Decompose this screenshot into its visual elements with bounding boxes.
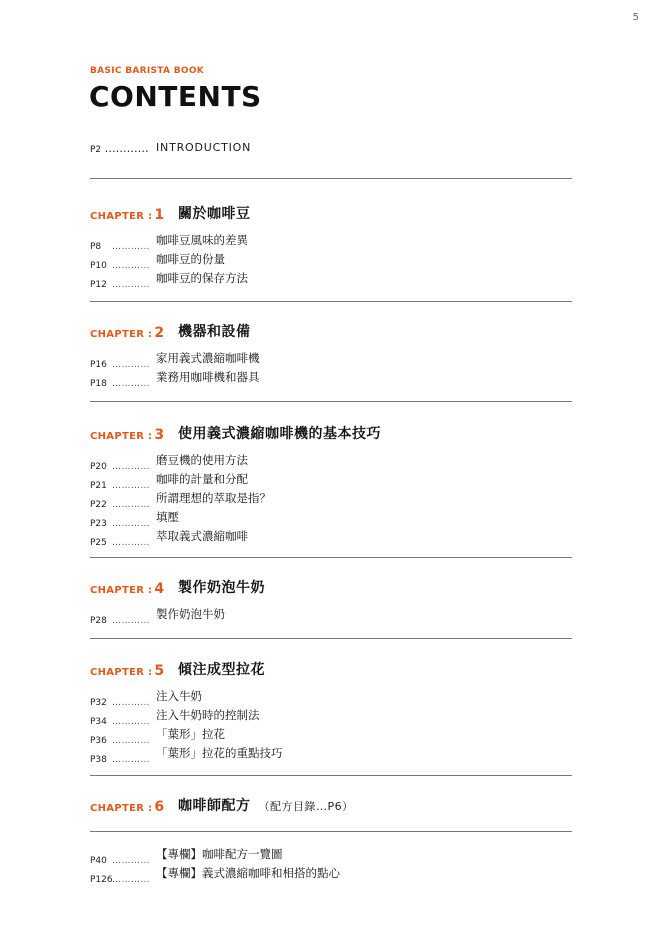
toc-entry[interactable]	[90, 727, 225, 747]
chapter-label: CHAPTER :	[90, 329, 153, 340]
entry-dots: …………	[112, 379, 150, 389]
entry-page: P21	[90, 481, 107, 491]
entry-page: P38	[90, 755, 107, 765]
toc-entry[interactable]	[90, 252, 225, 272]
entry-dots: …………	[112, 462, 150, 472]
chapter-4	[90, 578, 265, 627]
entry-dots: …………	[112, 856, 150, 866]
chapter-heading[interactable]	[90, 578, 265, 598]
entry-title: 注入牛奶時的控制法	[156, 708, 260, 722]
entry-dots: …………	[112, 519, 150, 529]
toc-entry[interactable]	[90, 708, 260, 728]
entry-page: P25	[90, 538, 107, 548]
chapter-number: 1	[154, 207, 165, 223]
chapter-title-text: 咖啡師配方	[178, 798, 251, 814]
entry-dots: …………	[112, 755, 150, 765]
entry-title: 【專欄】義式濃縮咖啡和相搭的點心	[156, 866, 340, 880]
chapter-heading[interactable]	[90, 322, 251, 342]
entry-dots: …………	[112, 538, 150, 548]
entry-title: 磨豆機的使用方法	[156, 453, 248, 467]
entry-page: P16	[90, 360, 107, 370]
toc-entry[interactable]	[90, 510, 179, 530]
chapter-heading[interactable]	[90, 660, 265, 680]
toc-entry[interactable]	[90, 689, 202, 709]
entry-dots: …………	[104, 142, 149, 155]
entry-dots: …………	[112, 261, 150, 271]
chapter-label: CHAPTER :	[90, 431, 153, 442]
entry-page: P23	[90, 519, 107, 529]
entry-title: 萃取義式濃縮咖啡	[156, 529, 248, 543]
entry-page: P126	[90, 875, 113, 885]
toc-entry[interactable]	[90, 491, 271, 511]
chapter-number: 5	[154, 663, 165, 679]
toc-entry[interactable]	[90, 271, 248, 291]
entry-dots: …………	[112, 736, 150, 746]
chapter-label: CHAPTER :	[90, 585, 153, 596]
entry-dots: …………	[112, 698, 150, 708]
entry-dots: …………	[112, 717, 150, 727]
entry-page: P18	[90, 379, 107, 389]
chapter-6	[90, 796, 354, 816]
entry-page: P36	[90, 736, 107, 746]
entry-page: P34	[90, 717, 107, 727]
page-number: 5	[632, 12, 639, 23]
toc-entry[interactable]	[90, 453, 248, 473]
chapter-number: 6	[154, 799, 165, 815]
entry-dots: …………	[112, 280, 150, 290]
entry-title: 業務用咖啡機和器具	[156, 370, 260, 384]
entry-dots: …………	[112, 875, 150, 885]
entry-dots: …………	[112, 481, 150, 491]
divider	[90, 638, 572, 639]
entry-title: 咖啡的計量和分配	[156, 472, 248, 486]
extras-section	[90, 847, 340, 886]
toc-entry[interactable]	[90, 847, 283, 867]
page-title: CONTENTS	[89, 80, 262, 113]
chapter-title: 機器和設備	[178, 324, 251, 340]
chapter-title: 關於咖啡豆	[178, 206, 251, 222]
chapter-title	[178, 795, 354, 815]
entry-dots: …………	[112, 360, 150, 370]
entry-title: 填壓	[156, 510, 179, 524]
divider	[90, 557, 572, 558]
chapter-heading[interactable]	[90, 204, 251, 224]
chapter-heading[interactable]	[90, 796, 354, 816]
chapter-1	[90, 204, 251, 291]
entry-title: 所謂理想的萃取是指？	[156, 491, 271, 505]
chapter-note: （配方目錄…P6）	[258, 800, 354, 813]
intro-entry[interactable]	[90, 141, 252, 155]
toc-entry[interactable]	[90, 746, 283, 766]
chapter-label: CHAPTER :	[90, 211, 153, 222]
entry-dots: …………	[112, 616, 150, 626]
entry-page: P32	[90, 698, 107, 708]
entry-title: 製作奶泡牛奶	[156, 607, 225, 621]
brand-label: BASIC BARISTA BOOK	[90, 66, 205, 76]
entry-title: 注入牛奶	[156, 689, 202, 703]
entry-page: P40	[90, 856, 107, 866]
chapter-number: 3	[154, 427, 165, 443]
toc-entry[interactable]	[90, 233, 248, 253]
toc-entry[interactable]	[90, 370, 260, 390]
entry-title: 咖啡豆風味的差異	[156, 233, 248, 247]
divider	[90, 178, 572, 179]
chapter-3	[90, 424, 381, 549]
chapter-number: 2	[154, 325, 165, 341]
entry-page: P20	[90, 462, 107, 472]
divider	[90, 301, 572, 302]
toc-entry[interactable]	[90, 866, 340, 886]
entry-title: 咖啡豆的保存方法	[156, 271, 248, 285]
entry-page: P8	[90, 242, 102, 252]
chapter-title: 傾注成型拉花	[178, 662, 265, 678]
chapter-label: CHAPTER :	[90, 667, 153, 678]
entry-dots: …………	[112, 500, 150, 510]
toc-entry[interactable]	[90, 529, 248, 549]
chapter-number: 4	[154, 581, 165, 597]
toc-entry[interactable]	[90, 472, 248, 492]
entry-title: 「葉形」拉花	[156, 727, 225, 741]
chapter-2	[90, 322, 260, 390]
divider	[90, 831, 572, 832]
entry-page: P22	[90, 500, 107, 510]
entry-title: 「葉形」拉花的重點技巧	[156, 746, 283, 760]
entry-title: 【專欄】咖啡配方一覽圖	[156, 847, 283, 861]
entry-title: INTRODUCTION	[156, 141, 252, 154]
toc-entry[interactable]	[90, 607, 225, 627]
entry-page: P28	[90, 616, 107, 626]
chapter-5	[90, 660, 283, 766]
divider	[90, 775, 572, 776]
entry-dots: …………	[112, 242, 150, 252]
chapter-title: 製作奶泡牛奶	[178, 580, 265, 596]
chapter-title: 使用義式濃縮咖啡機的基本技巧	[178, 426, 381, 442]
divider	[90, 401, 572, 402]
entry-title: 家用義式濃縮咖啡機	[156, 351, 260, 365]
toc-entry[interactable]	[90, 351, 260, 371]
entry-page: P10	[90, 261, 107, 271]
entry-page: P12	[90, 280, 107, 290]
entry-page: P2	[90, 145, 102, 155]
entry-title: 咖啡豆的份量	[156, 252, 225, 266]
chapter-heading[interactable]	[90, 424, 381, 444]
chapter-label: CHAPTER :	[90, 803, 153, 814]
